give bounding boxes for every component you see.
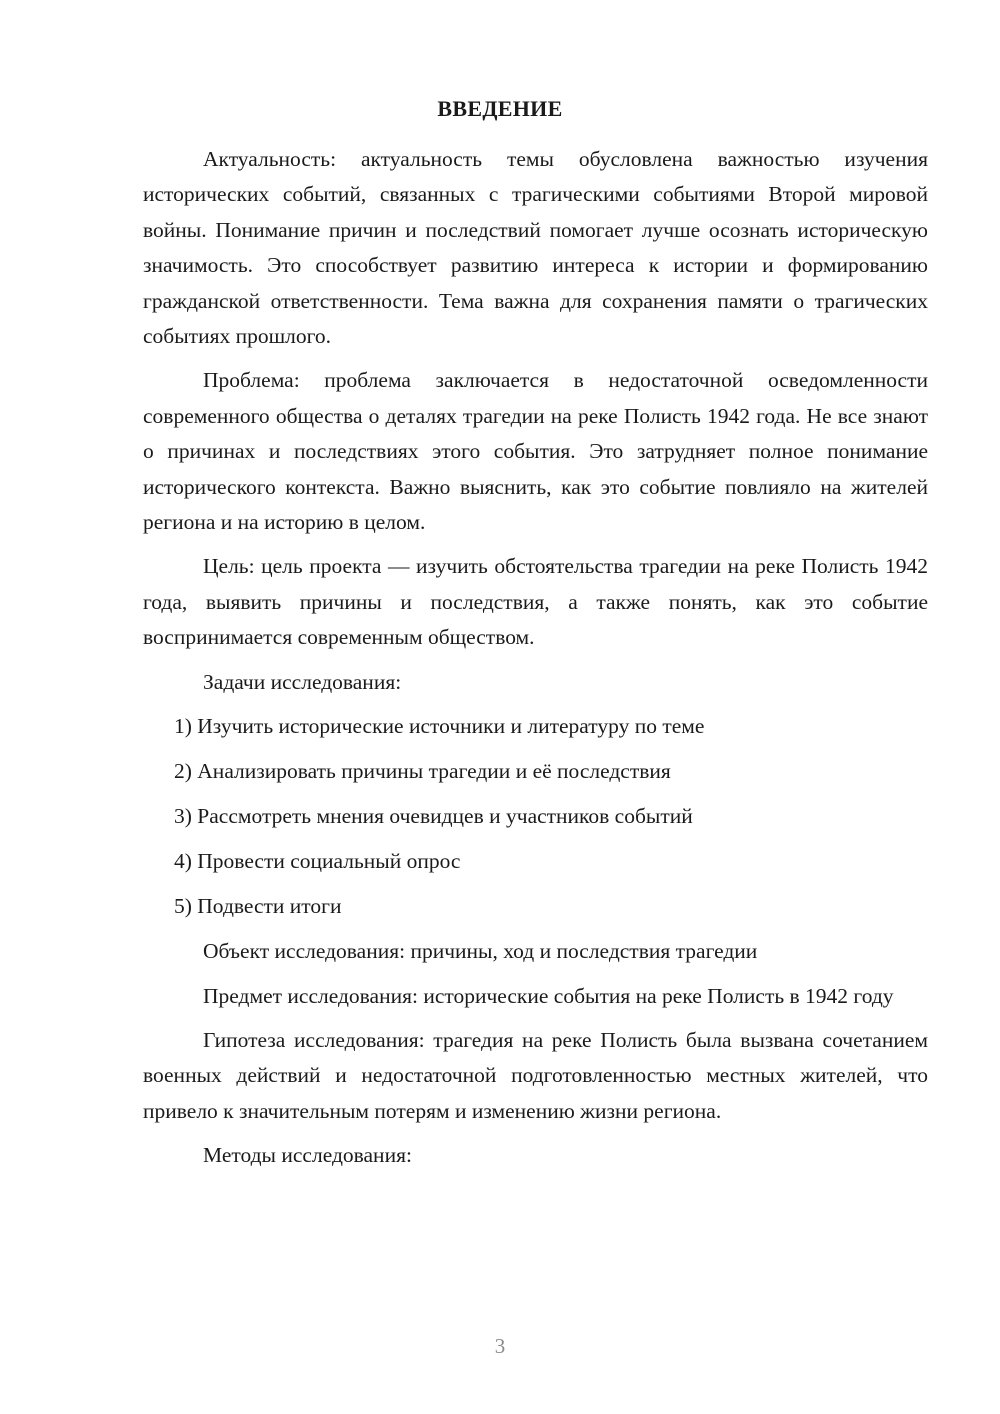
relevance-paragraph: Актуальность: актуальность темы обусловлена важностью изучения исторических событий, связанных с трагическими событиями Второй мировой войны. Понимание причин и последствий помогает лучше осознать историческую значимость. Это способствует развитию интереса к истории и формированию гражданской ответственности. Тема важна для сохранения памяти о трагических событиях прошлого.: [143, 147, 928, 349]
list-item: 4) Провести социальный опрос: [174, 849, 461, 874]
object-paragraph: Объект исследования: причины, ход и последствия трагедии: [203, 939, 758, 964]
hypothesis-paragraph: Гипотеза исследования: трагедия на реке Полисть была вызвана сочетанием военных действий и недостаточной подготовленностью местных жителей, что привело к значительным потерям и изменению жизни региона.: [143, 1027, 928, 1123]
page-title: ВВЕДЕНИЕ: [437, 96, 563, 121]
tasks-label: Задачи исследования:: [203, 669, 402, 694]
problem-paragraph: Проблема: проблема заключается в недостаточной осведомленности современного общества о деталях трагедии на реке Полисть 1942 года. Не все знают о причинах и последствиях этого события. Это затрудняет полное понимание исторического контекста. Важно выяснить, как это событие повлияло на жителей региона и на историю в целом.: [143, 368, 928, 535]
page-number: 3: [494, 1334, 506, 1358]
document-body: [143, 142, 928, 1183]
list-item: 5) Подвести итоги: [174, 894, 342, 919]
list-item: 2) Анализировать причины трагедии и её последствия: [174, 759, 671, 784]
list-item: 3) Рассмотреть мнения очевидцев и участников событий: [174, 804, 693, 829]
subject-paragraph: Предмет исследования: исторические события на реке Полисть в 1942 году: [203, 983, 894, 1008]
goal-paragraph: Цель: цель проекта — изучить обстоятельства трагедии на реке Полисть 1942 года, выявить причины и последствия, а также понять, как это событие воспринимается современным обществом.: [143, 554, 928, 650]
methods-label: Методы исследования:: [203, 1143, 412, 1168]
list-item: 1) Изучить исторические источники и литературу по теме: [174, 714, 705, 739]
tasks-list: [143, 709, 928, 924]
